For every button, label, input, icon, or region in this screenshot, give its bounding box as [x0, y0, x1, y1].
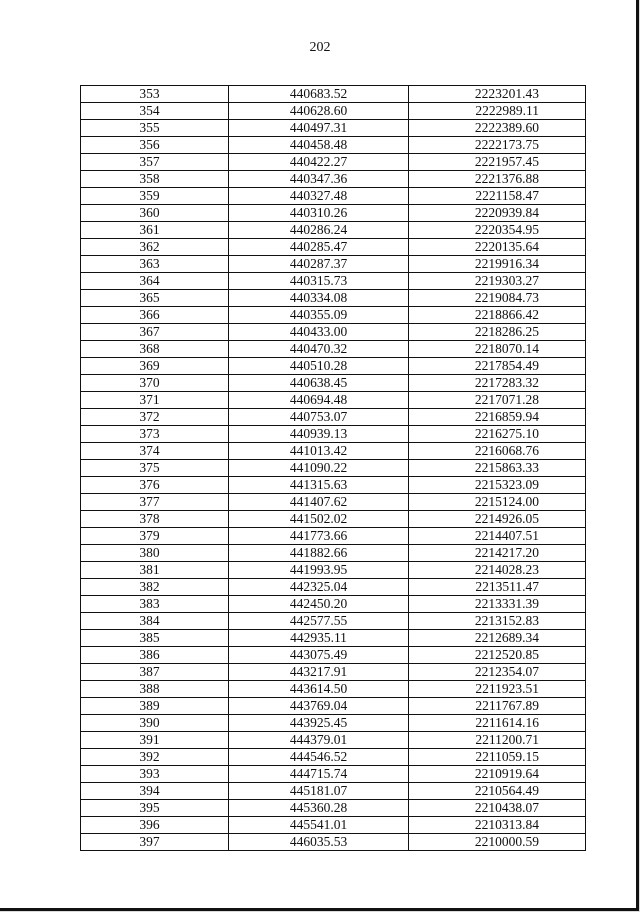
- y-coordinate-cell: 2215124.00: [409, 494, 586, 511]
- x-coordinate-cell: 441013.42: [229, 443, 409, 460]
- point-number-cell: 376: [81, 477, 229, 494]
- point-number-cell: 364: [81, 273, 229, 290]
- point-number-cell: 372: [81, 409, 229, 426]
- table-row: [81, 154, 586, 171]
- y-coordinate-cell: 2212520.85: [409, 647, 586, 664]
- x-coordinate-cell: 441773.66: [229, 528, 409, 545]
- point-number-cell: 373: [81, 426, 229, 443]
- table-row: [81, 494, 586, 511]
- point-number-cell: 367: [81, 324, 229, 341]
- y-coordinate-cell: 2221158.47: [409, 188, 586, 205]
- x-coordinate-cell: 441090.22: [229, 460, 409, 477]
- table-row: [81, 290, 586, 307]
- x-coordinate-cell: 444546.52: [229, 749, 409, 766]
- y-coordinate-cell: 2213152.83: [409, 613, 586, 630]
- y-coordinate-cell: 2220354.95: [409, 222, 586, 239]
- x-coordinate-cell: 440285.47: [229, 239, 409, 256]
- x-coordinate-cell: 440694.48: [229, 392, 409, 409]
- x-coordinate-cell: 440334.08: [229, 290, 409, 307]
- x-coordinate-cell: 441882.66: [229, 545, 409, 562]
- x-coordinate-cell: 445360.28: [229, 800, 409, 817]
- y-coordinate-cell: 2217071.28: [409, 392, 586, 409]
- x-coordinate-cell: 443925.45: [229, 715, 409, 732]
- table-row: [81, 375, 586, 392]
- y-coordinate-cell: 2217283.32: [409, 375, 586, 392]
- table-row: [81, 426, 586, 443]
- point-number-cell: 366: [81, 307, 229, 324]
- table-row: [81, 477, 586, 494]
- point-number-cell: 378: [81, 511, 229, 528]
- table-row: [81, 409, 586, 426]
- table-row: [81, 120, 586, 137]
- table-row: [81, 188, 586, 205]
- point-number-cell: 360: [81, 205, 229, 222]
- point-number-cell: 357: [81, 154, 229, 171]
- table-row: [81, 392, 586, 409]
- point-number-cell: 365: [81, 290, 229, 307]
- y-coordinate-cell: 2222989.11: [409, 103, 586, 120]
- table-row: [81, 171, 586, 188]
- y-coordinate-cell: 2223201.43: [409, 86, 586, 103]
- table-row: [81, 766, 586, 783]
- table-row: [81, 562, 586, 579]
- x-coordinate-cell: 441993.95: [229, 562, 409, 579]
- x-coordinate-cell: 443769.04: [229, 698, 409, 715]
- y-coordinate-cell: 2219916.34: [409, 256, 586, 273]
- x-coordinate-cell: 440470.32: [229, 341, 409, 358]
- point-number-cell: 385: [81, 630, 229, 647]
- table-row: [81, 256, 586, 273]
- point-number-cell: 389: [81, 698, 229, 715]
- table-row: [81, 460, 586, 477]
- table-row: [81, 545, 586, 562]
- x-coordinate-cell: 440638.45: [229, 375, 409, 392]
- y-coordinate-cell: 2219084.73: [409, 290, 586, 307]
- table-row: [81, 579, 586, 596]
- coordinates-table: [80, 85, 586, 851]
- table-row: [81, 222, 586, 239]
- y-coordinate-cell: 2211200.71: [409, 732, 586, 749]
- x-coordinate-cell: 440286.24: [229, 222, 409, 239]
- y-coordinate-cell: 2210313.84: [409, 817, 586, 834]
- table-row: [81, 732, 586, 749]
- y-coordinate-cell: 2215863.33: [409, 460, 586, 477]
- table-row: [81, 698, 586, 715]
- table-row: [81, 137, 586, 154]
- point-number-cell: 387: [81, 664, 229, 681]
- x-coordinate-cell: 440939.13: [229, 426, 409, 443]
- y-coordinate-cell: 2220939.84: [409, 205, 586, 222]
- y-coordinate-cell: 2211923.51: [409, 681, 586, 698]
- page-number: 202: [309, 40, 331, 55]
- y-coordinate-cell: 2219303.27: [409, 273, 586, 290]
- table-row: [81, 783, 586, 800]
- point-number-cell: 388: [81, 681, 229, 698]
- x-coordinate-cell: 440327.48: [229, 188, 409, 205]
- y-coordinate-cell: 2216859.94: [409, 409, 586, 426]
- point-number-cell: 386: [81, 647, 229, 664]
- x-coordinate-cell: 440753.07: [229, 409, 409, 426]
- table-row: [81, 511, 586, 528]
- y-coordinate-cell: 2210438.07: [409, 800, 586, 817]
- table-row: [81, 613, 586, 630]
- x-coordinate-cell: 440310.26: [229, 205, 409, 222]
- table-row: [81, 681, 586, 698]
- table-row: [81, 443, 586, 460]
- table-row: [81, 205, 586, 222]
- y-coordinate-cell: 2211614.16: [409, 715, 586, 732]
- point-number-cell: 371: [81, 392, 229, 409]
- y-coordinate-cell: 2215323.09: [409, 477, 586, 494]
- point-number-cell: 382: [81, 579, 229, 596]
- point-number-cell: 375: [81, 460, 229, 477]
- x-coordinate-cell: 440355.09: [229, 307, 409, 324]
- point-number-cell: 397: [81, 834, 229, 851]
- x-coordinate-cell: 442325.04: [229, 579, 409, 596]
- point-number-cell: 395: [81, 800, 229, 817]
- point-number-cell: 379: [81, 528, 229, 545]
- y-coordinate-cell: 2210000.59: [409, 834, 586, 851]
- point-number-cell: 392: [81, 749, 229, 766]
- table-row: [81, 630, 586, 647]
- y-coordinate-cell: 2211059.15: [409, 749, 586, 766]
- y-coordinate-cell: 2211767.89: [409, 698, 586, 715]
- table-row: [81, 86, 586, 103]
- point-number-cell: 355: [81, 120, 229, 137]
- y-coordinate-cell: 2220135.64: [409, 239, 586, 256]
- point-number-cell: 353: [81, 86, 229, 103]
- x-coordinate-cell: 444379.01: [229, 732, 409, 749]
- point-number-cell: 383: [81, 596, 229, 613]
- point-number-cell: 354: [81, 103, 229, 120]
- x-coordinate-cell: 441407.62: [229, 494, 409, 511]
- x-coordinate-cell: 440347.36: [229, 171, 409, 188]
- y-coordinate-cell: 2221957.45: [409, 154, 586, 171]
- point-number-cell: 380: [81, 545, 229, 562]
- x-coordinate-cell: 440287.37: [229, 256, 409, 273]
- y-coordinate-cell: 2212354.07: [409, 664, 586, 681]
- y-coordinate-cell: 2218866.42: [409, 307, 586, 324]
- x-coordinate-cell: 445541.01: [229, 817, 409, 834]
- point-number-cell: 381: [81, 562, 229, 579]
- y-coordinate-cell: 2210919.64: [409, 766, 586, 783]
- coordinates-table-body: [81, 86, 586, 851]
- x-coordinate-cell: 441315.63: [229, 477, 409, 494]
- x-coordinate-cell: 446035.53: [229, 834, 409, 851]
- point-number-cell: 368: [81, 341, 229, 358]
- point-number-cell: 374: [81, 443, 229, 460]
- point-number-cell: 356: [81, 137, 229, 154]
- x-coordinate-cell: 440497.31: [229, 120, 409, 137]
- table-row: [81, 715, 586, 732]
- table-row: [81, 307, 586, 324]
- x-coordinate-cell: 444715.74: [229, 766, 409, 783]
- point-number-cell: 359: [81, 188, 229, 205]
- table-row: [81, 273, 586, 290]
- point-number-cell: 363: [81, 256, 229, 273]
- point-number-cell: 396: [81, 817, 229, 834]
- x-coordinate-cell: 442935.11: [229, 630, 409, 647]
- x-coordinate-cell: 440315.73: [229, 273, 409, 290]
- x-coordinate-cell: 442577.55: [229, 613, 409, 630]
- x-coordinate-cell: 443075.49: [229, 647, 409, 664]
- y-coordinate-cell: 2216275.10: [409, 426, 586, 443]
- x-coordinate-cell: 440422.27: [229, 154, 409, 171]
- table-row: [81, 664, 586, 681]
- point-number-cell: 369: [81, 358, 229, 375]
- point-number-cell: 384: [81, 613, 229, 630]
- x-coordinate-cell: 442450.20: [229, 596, 409, 613]
- y-coordinate-cell: 2222173.75: [409, 137, 586, 154]
- table-row: [81, 341, 586, 358]
- y-coordinate-cell: 2212689.34: [409, 630, 586, 647]
- point-number-cell: 358: [81, 171, 229, 188]
- y-coordinate-cell: 2210564.49: [409, 783, 586, 800]
- x-coordinate-cell: 443217.91: [229, 664, 409, 681]
- point-number-cell: 394: [81, 783, 229, 800]
- table-row: [81, 103, 586, 120]
- y-coordinate-cell: 2218286.25: [409, 324, 586, 341]
- x-coordinate-cell: 440628.60: [229, 103, 409, 120]
- table-row: [81, 528, 586, 545]
- x-coordinate-cell: 440510.28: [229, 358, 409, 375]
- x-coordinate-cell: 440458.48: [229, 137, 409, 154]
- table-row: [81, 239, 586, 256]
- table-row: [81, 596, 586, 613]
- y-coordinate-cell: 2214217.20: [409, 545, 586, 562]
- table-row: [81, 749, 586, 766]
- point-number-cell: 362: [81, 239, 229, 256]
- table-row: [81, 834, 586, 851]
- point-number-cell: 390: [81, 715, 229, 732]
- table-row: [81, 324, 586, 341]
- table-row: [81, 800, 586, 817]
- point-number-cell: 370: [81, 375, 229, 392]
- y-coordinate-cell: 2217854.49: [409, 358, 586, 375]
- x-coordinate-cell: 443614.50: [229, 681, 409, 698]
- y-coordinate-cell: 2216068.76: [409, 443, 586, 460]
- table-row: [81, 817, 586, 834]
- point-number-cell: 391: [81, 732, 229, 749]
- table-row: [81, 358, 586, 375]
- y-coordinate-cell: 2214028.23: [409, 562, 586, 579]
- y-coordinate-cell: 2222389.60: [409, 120, 586, 137]
- y-coordinate-cell: 2213511.47: [409, 579, 586, 596]
- point-number-cell: 393: [81, 766, 229, 783]
- x-coordinate-cell: 440683.52: [229, 86, 409, 103]
- y-coordinate-cell: 2218070.14: [409, 341, 586, 358]
- point-number-cell: 377: [81, 494, 229, 511]
- table-row: [81, 647, 586, 664]
- y-coordinate-cell: 2213331.39: [409, 596, 586, 613]
- point-number-cell: 361: [81, 222, 229, 239]
- y-coordinate-cell: 2214407.51: [409, 528, 586, 545]
- y-coordinate-cell: 2221376.88: [409, 171, 586, 188]
- x-coordinate-cell: 445181.07: [229, 783, 409, 800]
- x-coordinate-cell: 441502.02: [229, 511, 409, 528]
- y-coordinate-cell: 2214926.05: [409, 511, 586, 528]
- x-coordinate-cell: 440433.00: [229, 324, 409, 341]
